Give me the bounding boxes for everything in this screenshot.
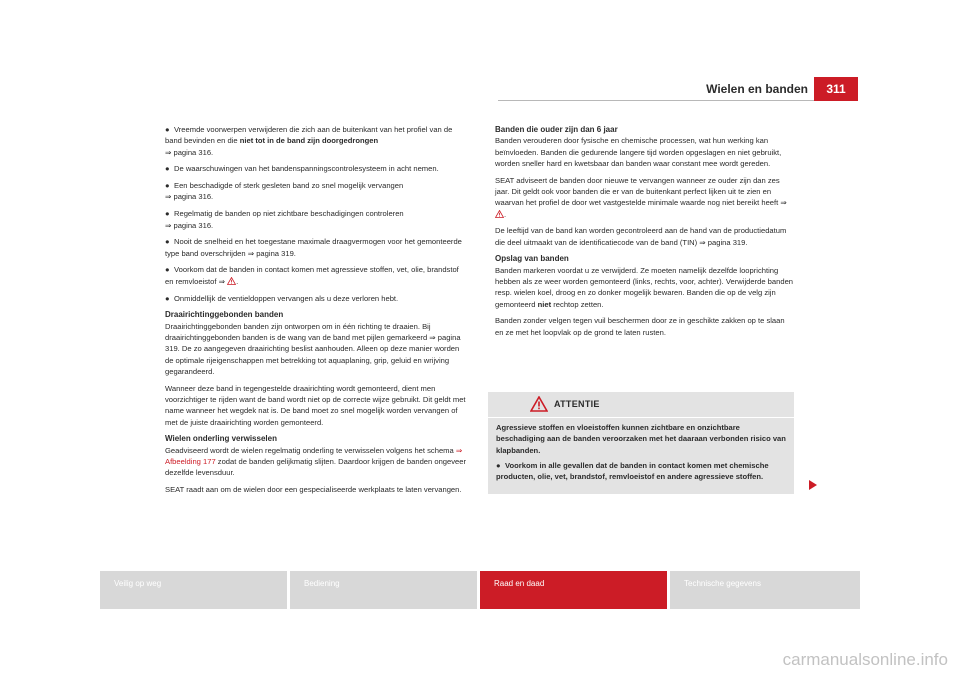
warning-triangle-icon[interactable] [495, 210, 504, 218]
paragraph: Geadviseerd wordt de wielen regelmatig onderling te verwisselen volgens het schema ⇒ Afbeelding 177 zodat de banden gelijkmatig slijten. Daardoor krijgen de banden ongeveer dezelfde levensduur. [165, 445, 467, 478]
paragraph: De leeftijd van de band kan worden gecontroleerd aan de hand van de productiedatum die deel uitmaakt van de identificatiecode van de band (TIN) ⇒ pagina 319. [495, 226, 787, 247]
section-heading-opslag: Opslag van banden [495, 254, 569, 264]
list-item: ● Voorkom dat de banden in contact komen met agressieve stoffen, vet, olie, brandstof en remvloeistof ⇒ . [165, 265, 459, 286]
list-item: ● Nooit de snelheid en het toegestane maximale draagvermogen voor het gemonteerde type band overschrijden ⇒ pagina 319. [165, 237, 462, 258]
left-column [165, 124, 467, 501]
list-item: ● Onmiddellijk de ventieldoppen vervangen als u deze verloren hebt. [165, 293, 399, 303]
bullet-icon: ● [165, 237, 170, 247]
paragraph: Banden zonder velgen tegen vuil beschermen door ze in geschikte zakken op te slaan en ze met het loopvlak op de grond te laten rusten. [495, 316, 785, 337]
page-header-title: Wielen en banden [706, 82, 808, 96]
bullet-icon: ● [165, 125, 170, 134]
paragraph: Banden markeren voordat u ze verwijderd. Ze moeten namelijk dezelfde looprichting hebben als ze weer worden gemonteerd (links, rechts, voor, achter). Verwijderde banden resp. wielen koel, droog en zo donker mogelijk bewaren. Banden die op de velg zijn gemonteerd niet rechtop zetten. [495, 265, 794, 309]
footer-nav [100, 571, 860, 609]
list-item: ● Vreemde voorwerpen verwijderen die zich aan de buitenkant van het profiel van de band bevinden en die niet tot in de band zijn doorgedrongen ⇒ pagina 316. [165, 125, 453, 157]
list-item: ● De waarschuwingen van het bandenspanningscontrolesysteem in acht nemen. [165, 164, 439, 174]
section-heading-draairichting: Draairichtinggebonden banden [165, 310, 284, 320]
section-heading-banden-ouder: Banden die ouder zijn dan 6 jaar [495, 125, 618, 134]
figure-reference-link[interactable]: ⇒ Afbeelding 177 [165, 445, 463, 466]
warning-title: ATTENTIE [554, 399, 600, 409]
bullet-icon: ● [496, 460, 501, 470]
tab-bediening[interactable]: Bediening [290, 571, 477, 609]
list-item: ● Een beschadigde of sterk gesleten band zo snel mogelijk vervangen ⇒ pagina 316. [165, 181, 404, 202]
warning-triangle-icon[interactable] [227, 277, 236, 285]
page-reference-link[interactable]: ⇒ pagina 316. [165, 220, 214, 230]
warning-list-item: ● Voorkom in alle gevallen dat de banden in contact komen met chemische producten, olie, vet, brandstof, remvloeistof en andere agressieve stoffen. [496, 460, 769, 482]
right-column [495, 124, 795, 344]
tab-technische-gegevens[interactable]: Technische gegevens [670, 571, 860, 609]
bullet-icon: ● [165, 164, 170, 174]
paragraph: Banden verouderen door fysische en chemische processen, wat hun werking kan beïnvloeden. Banden die gedurende langere tijd worden opgeslagen en niet gebruikt, worden sneller hard en kwetsbaar dan banden waar constant mee wordt gereden. [495, 136, 782, 168]
warning-body [488, 418, 794, 482]
bullet-icon: ● [165, 209, 170, 219]
bullet-icon: ● [165, 265, 170, 275]
continue-arrow-icon [809, 480, 817, 490]
header-rule [498, 100, 814, 101]
paragraph: SEAT adviseert de banden door nieuwe te vervangen wanneer ze ouder zijn dan zes jaar. Dit geldt ook voor banden die er van de buitenkant perfect lijken uit te zien en waarvan het profiel de door wet vastgestelde minimale waarde nog niet bereikt heeft ⇒ . [495, 175, 787, 219]
section-heading-wielen-verwisselen: Wielen onderling verwisselen [165, 434, 277, 444]
page-reference-link[interactable]: ⇒ pagina 316. [165, 192, 214, 202]
paragraph: Draairichtinggebonden banden zijn ontworpen om in één richting te draaien. Bij draairichtinggebonden banden is de wang van de band met pijlen gemarkeerd ⇒ pagina 319. De zo aangegeven draairichting beslist aanhouden. Alleen op deze manier worden de optimale rijeigenschappen met betrekking tot aquaplaning, grip, geluid en wrijving gegarandeerd. [165, 321, 461, 376]
list-item: ● Regelmatig de banden op niet zichtbare beschadigingen controleren ⇒ pagina 316. [165, 209, 404, 230]
watermark: carmanualsonline.info [782, 650, 948, 669]
paragraph: SEAT raadt aan om de wielen door een gespecialiseerde werkplaats te laten vervangen. [165, 485, 462, 495]
warning-header [488, 392, 794, 418]
tab-veilig-op-weg[interactable]: Veilig op weg [100, 571, 287, 609]
page-reference-link[interactable]: ⇒ pagina 316. [165, 147, 214, 157]
bullet-icon: ● [165, 293, 170, 303]
page-number: 311 [814, 77, 858, 101]
warning-box [488, 392, 794, 494]
tab-raad-en-daad[interactable]: Raad en daad [480, 571, 667, 609]
warning-triangle-icon [530, 396, 548, 412]
bullet-icon: ● [165, 181, 170, 191]
paragraph: Wanneer deze band in tegengestelde draairichting wordt gemonteerd, dient men voorzichtiger te rijden want de band wordt niet op de correcte wijze gebruikt. Dit geldt met name wanneer het wegdek nat is. De band moet zo snel mogelijk worden vervangen of met de juiste draairichting worden gemonteerd. [165, 383, 466, 427]
warning-paragraph: Agressieve stoffen en vloeistoffen kunnen zichtbare en onzichtbare beschadiging aan de banden veroorzaken met het daaraan verbonden risico van klapbanden. [496, 423, 786, 455]
